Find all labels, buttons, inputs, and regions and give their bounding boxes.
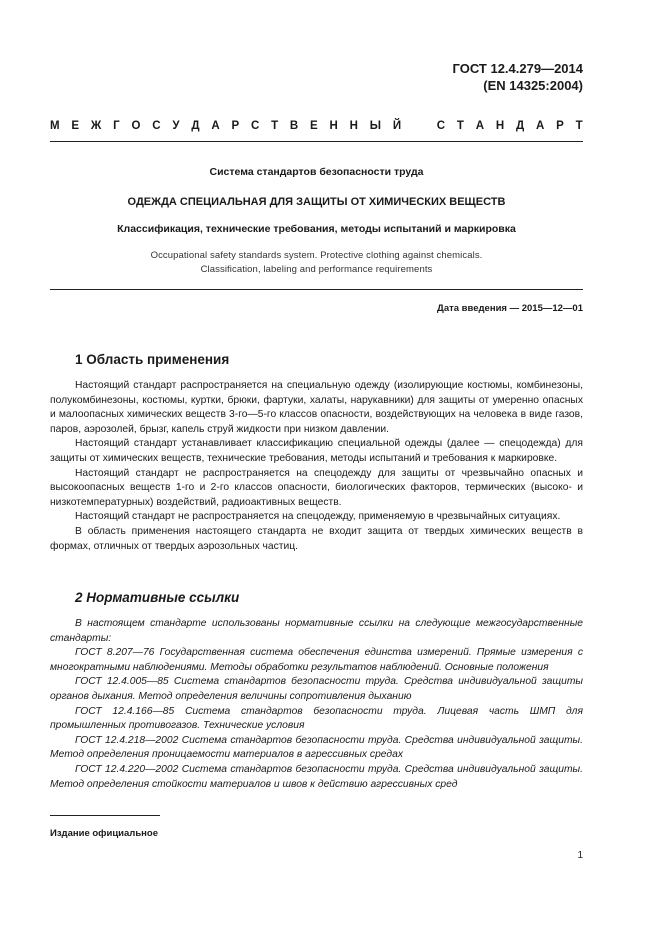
- banner-letter: Ж: [90, 120, 102, 132]
- title-rule: [50, 289, 583, 290]
- banner-letter: Е: [71, 120, 80, 132]
- banner-letter: С: [250, 120, 260, 132]
- section-1-body: [50, 379, 583, 554]
- banner-gap: [413, 120, 425, 132]
- paragraph: Настоящий стандарт распространяется на специальную одежду (изолирующие костюмы, комбинезоны, полукомбинезоны, костюмы, куртки, брюки, фартуки, халаты, нарукавники) для защиты от умеренно опасных и малоопасных химических веществ 3-го—5-го классов опасности, воздействующих на человека в виде газов, паров, аэрозолей, брызг, капель струй жидкости при низком давлении.: [50, 380, 583, 435]
- banner-letter: Р: [231, 120, 240, 132]
- banner-letter: Т: [271, 120, 279, 132]
- banner-letter: Р: [556, 120, 564, 132]
- page-number: 1: [577, 850, 583, 861]
- section-1-heading: 1 Область применения: [75, 352, 230, 367]
- banner-letter: А: [211, 120, 220, 132]
- banner-letter: Д: [191, 120, 200, 132]
- english-title: [50, 249, 583, 277]
- paragraph: В область применения настоящего стандарта не входит защита от твердых химических веществ в формах, отличных от твердых аэрозольных частиц.: [50, 525, 583, 552]
- banner-letter: Д: [515, 120, 525, 132]
- section-2-heading: 2 Нормативные ссылки: [75, 590, 240, 605]
- top-rule: [50, 141, 583, 142]
- banner-letter: В: [289, 120, 299, 132]
- banner-letter: С: [436, 120, 446, 132]
- interstate-standard-banner: [50, 120, 583, 132]
- official-edition-note: Издание официальное: [50, 828, 158, 839]
- banner-letter: Н: [329, 120, 338, 132]
- standard-number-block: [453, 60, 583, 94]
- banner-letter: А: [535, 120, 545, 132]
- document-title: ОДЕЖДА СПЕЦИАЛЬНАЯ ДЛЯ ЗАЩИТЫ ОТ ХИМИЧЕСКИХ ВЕЩЕСТВ: [127, 196, 506, 208]
- banner-letter: Н: [349, 120, 358, 132]
- banner-letter: Т: [456, 120, 464, 132]
- reference-item: ГОСТ 8.207—76 Государственная система обеспечения единства измерений. Прямые измерения с многократными наблюдениями. Методы обработки результатов наблюдений. Основные положения: [50, 647, 583, 673]
- section-2-body: [50, 617, 583, 792]
- banner-letter: Г: [113, 120, 120, 132]
- banner-letter: М: [50, 120, 60, 132]
- banner-letter: Й: [392, 120, 402, 132]
- banner-letter: Т: [575, 120, 583, 132]
- english-title-line: Classification, labeling and performance requirements: [200, 264, 433, 275]
- series-title: Система стандартов безопасности труда: [209, 166, 424, 178]
- paragraph: Настоящий стандарт устанавливает классификацию специальной одежды (далее — спецодежда) для защиты от химических веществ, технические требования, методы испытаний и требования к маркировке.: [50, 438, 583, 464]
- paragraph: В настоящем стандарте использованы нормативные ссылки на следующие межгосударственные стандарты:: [50, 618, 583, 644]
- document-subtitle: Классификация, технические требования, методы испытаний и маркировка: [117, 223, 516, 235]
- banner-letter: Н: [495, 120, 505, 132]
- reference-item: ГОСТ 12.4.166—85 Система стандартов безопасности труда. Лицевая часть ШМП для промышленных противогазов. Технические условия: [50, 705, 583, 732]
- en-standard-number: (EN 14325:2004): [483, 78, 583, 93]
- paragraph: Настоящий стандарт не распространяется на спецодежду для защиты от чрезвычайно опасных и высокоопасных веществ 1-го и 2-го классов опасности, биологических факторов, термических (высоко- и низкотемпературных) воздействий, радиоактивных веществ.: [50, 467, 583, 508]
- reference-item: ГОСТ 12.4.005—85 Система стандартов безопасности труда. Средства индивидуальной защиты органов дыхания. Метод определения величины сопротивления дыханию: [50, 676, 583, 702]
- standard-number: ГОСТ 12.4.279—2014: [452, 61, 583, 76]
- english-title-line: Occupational safety standards system. Protective clothing against chemicals.: [150, 250, 483, 261]
- reference-item: ГОСТ 12.4.218—2002 Система стандартов безопасности труда. Средства индивидуальной защиты. Метод определения проницаемости материалов в агрессивных средах: [50, 734, 583, 761]
- paragraph: Настоящий стандарт не распространяется на спецодежду, применяемую в чрезвычайных ситуациях.: [75, 511, 561, 523]
- banner-letter: А: [475, 120, 485, 132]
- banner-letter: У: [172, 120, 180, 132]
- footer-rule: [50, 815, 160, 816]
- banner-letter: С: [152, 120, 161, 132]
- banner-letter: Е: [310, 120, 318, 132]
- reference-item: ГОСТ 12.4.220—2002 Система стандартов безопасности труда. Средства индивидуальной защиты. Метод определения стойкости материалов и швов к действию агрессивных сред: [50, 763, 583, 790]
- banner-letter: О: [131, 120, 141, 132]
- introduction-date: Дата введения — 2015—12—01: [437, 303, 583, 314]
- banner-letter: Ы: [369, 120, 382, 132]
